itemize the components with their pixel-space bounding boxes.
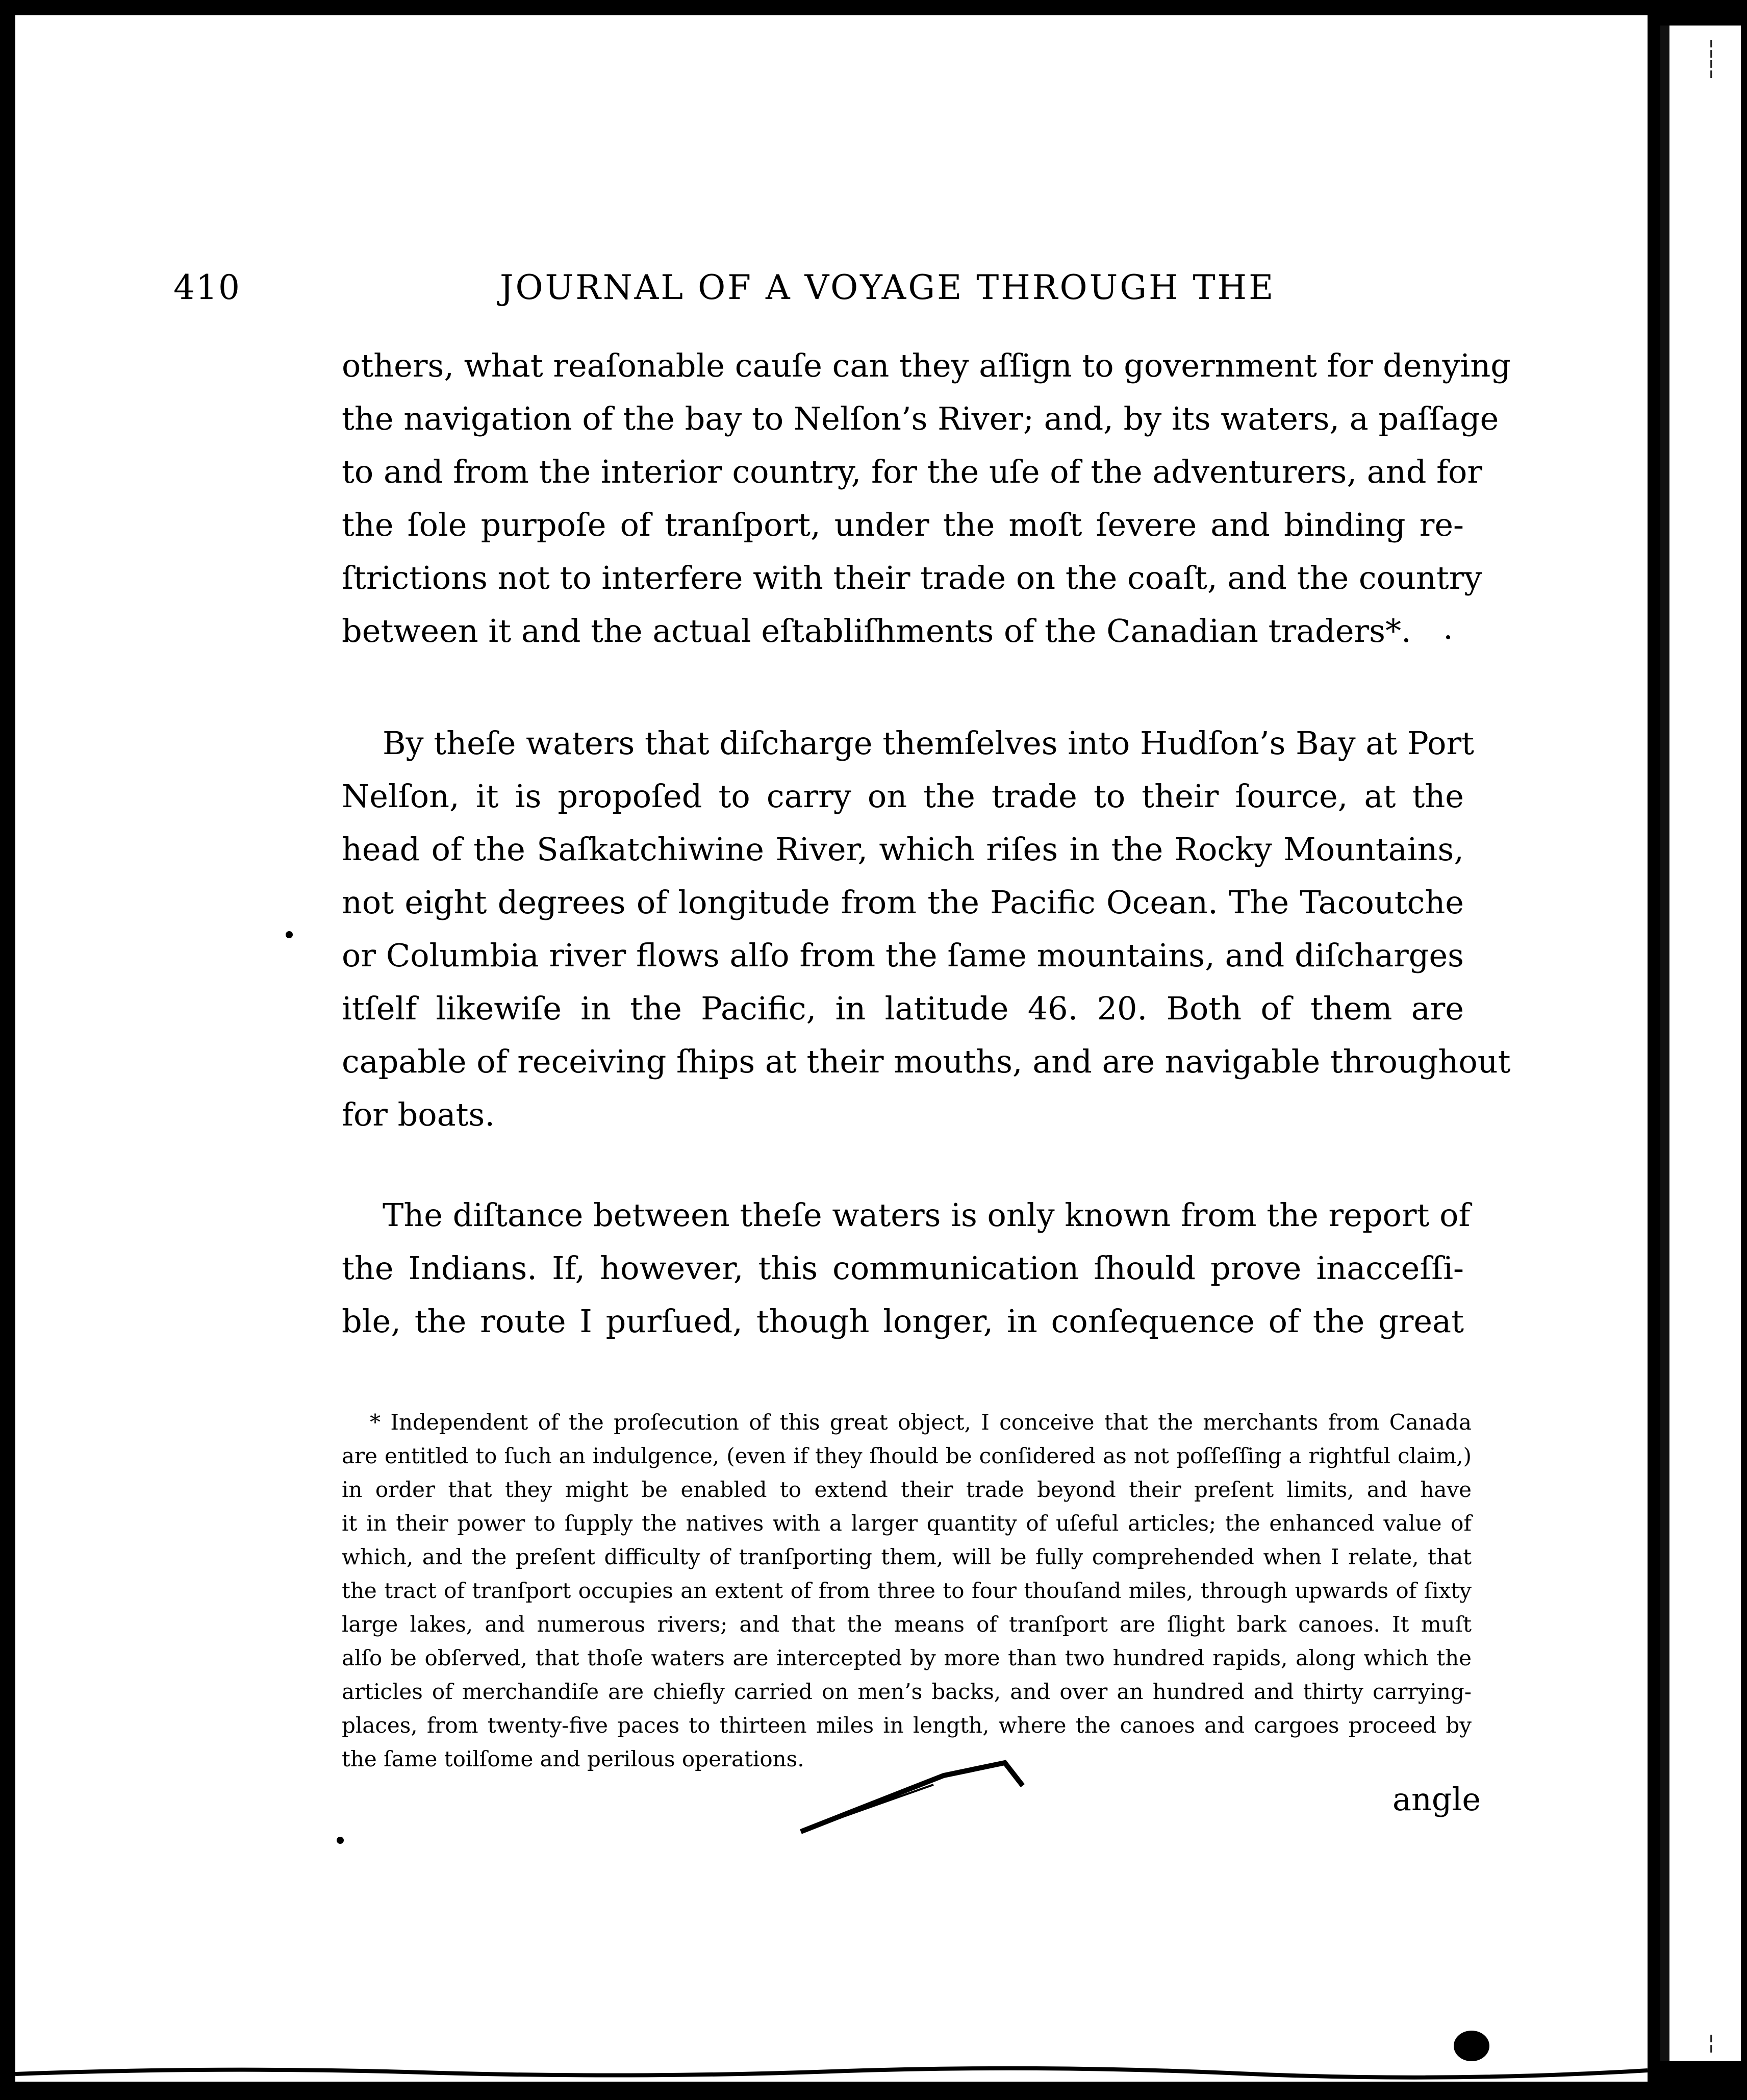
footnote-line: the tract of tranſport occupies an extent of from three to four thouſand miles, through upwards of ſixty [342,1578,1472,1603]
text-line: head of the Saſkatchiwine River, which riſes in the Rocky Mountains, [342,831,1464,868]
paragraph [342,339,1511,658]
footnote-line: the ſame toilſome and perilous operations. [342,1746,804,1771]
text-line: to and from the interior country, for the uſe of the adventurers, and for [342,453,1482,490]
running-head: JOURNAL OF A VOYAGE THROUGH THE [500,268,1276,307]
text-line: By theſe waters that diſcharge themſelves into Hudſon’s Bay at Port [383,724,1475,762]
text-line: The diſtance between theſe waters is only known from the report of [383,1196,1471,1234]
footnote-line: * Independent of the proſecution of this great object, I conceive that the merchants from Canada [370,1410,1472,1435]
book-page [15,15,1648,2082]
text-line: capable of receiving ſhips at their mouths, and are navigable throughout [342,1043,1511,1080]
footnote-line: large lakes, and numerous rivers; and that the means of tranſport are ſlight bark canoes. It muſt [342,1612,1472,1637]
text-line: or Columbia river flows alſo from the ſame mountains, and diſcharges [342,937,1464,974]
text-line: itſelf likewiſe in the Pacific, in latitude 46. 20. Both of them are [342,990,1464,1027]
footnote-line: articles of merchandiſe are chiefly carried on men’s backs, and over an hundred and thirty carrying- [342,1679,1472,1704]
edge-mark: ¦ [1708,56,1715,80]
text-line: the Indians. If, however, this communication ſhould prove inacceſſi- [342,1249,1464,1287]
scan-edge-noise [15,2051,1648,2082]
text-line: not eight degrees of longitude from the Pacific Ocean. The Tacoutche [342,884,1464,921]
footnote-line: in order that they might be enabled to extend their trade beyond their preſent limits, and have [342,1477,1472,1502]
pen-stroke-mark [780,1740,1035,1842]
edge-mark: ¦ [1708,36,1715,59]
page-number: 410 [173,268,241,307]
footnote-line: alſo be obſerved, that thoſe waters are intercepted by more than two hundred rapids, along which the [342,1645,1472,1670]
ink-speck [286,931,293,938]
paragraph [342,1189,1471,1348]
catchword: angle [1392,1781,1481,1818]
ink-speck [337,1837,344,1844]
text-line: between it and the actual eſtabliſhments of the Canadian traders*. [342,612,1411,649]
text-line: ſtrictions not to interfere with their trade on the coaſt, and the country [342,559,1482,596]
text-line: the ſole purpoſe of tranſport, under the moſt ſevere and binding re- [342,506,1464,543]
footnote-line: which, and the preſent difficulty of tranſporting them, will be fully comprehended when I relate, that [342,1544,1472,1569]
text-line: others, what reaſonable cauſe can they aſſign to government for denying [342,347,1511,384]
text-line: for boats. [342,1096,495,1133]
adjacent-page-edge [1660,26,1741,2061]
footnote-line: it in their power to ſupply the natives with a larger quantity of uſeful articles; the enhanced value of [342,1511,1472,1536]
footnote-line: places, from twenty-five paces to thirteen miles in length, where the canoes and cargoes proceed by [342,1713,1472,1738]
text-line: ble, the route I purſued, though longer, in conſequence of the great [342,1303,1464,1340]
footnote [342,1406,1472,1776]
footnote-line: are entitled to ſuch an indulgence, (even if they ſhould be conſidered as not poſſeſſing a rightful claim,) [342,1443,1472,1468]
text-line: the navigation of the bay to Nelſon’s River; and, by its waters, a paſſage [342,400,1499,437]
ink-speck [1446,635,1450,639]
paragraph [342,717,1511,1141]
edge-mark: ¦ [1708,2031,1715,2054]
text-line: Nelſon, it is propoſed to carry on the trade to their ſource, at the [342,778,1464,815]
